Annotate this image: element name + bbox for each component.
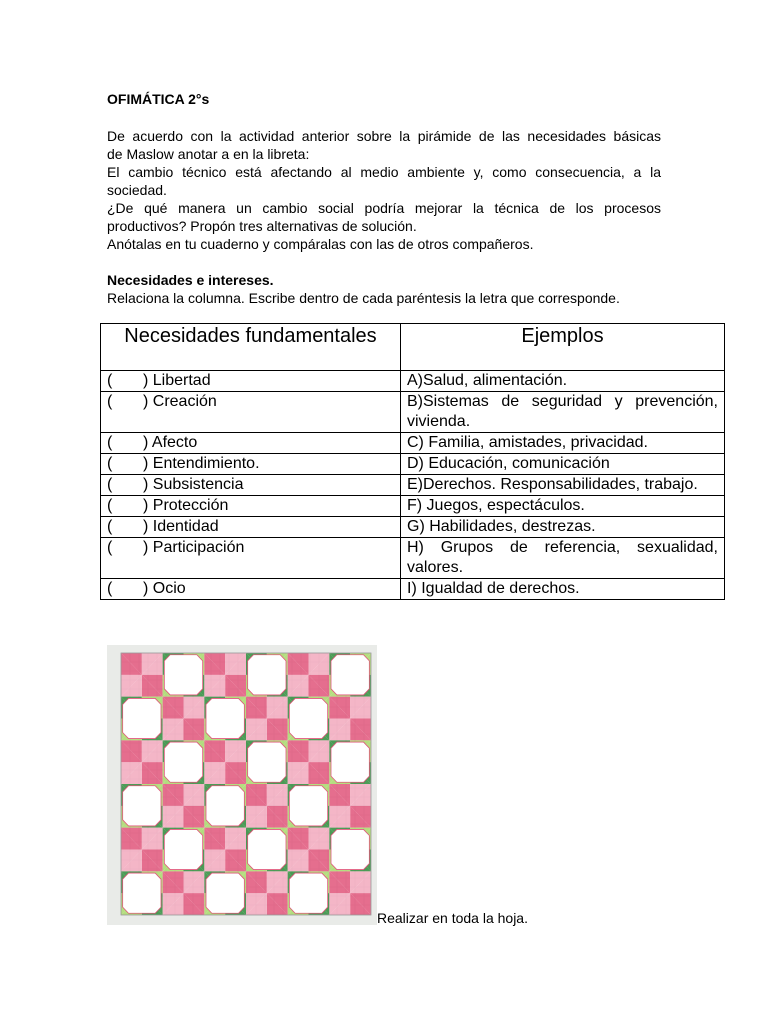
table-row — [101, 538, 725, 579]
example-cell: I) Igualdad de derechos. — [401, 579, 725, 600]
answer-blank: ( — [107, 497, 113, 514]
answer-blank: ( — [107, 455, 113, 472]
table-row — [101, 475, 725, 496]
answer-blank: ( — [107, 372, 113, 389]
column-header-examples: Ejemplos — [401, 324, 725, 371]
table-header-row — [101, 324, 725, 371]
example-cell: B)Sistemas de seguridad y prevención, vivienda. — [401, 392, 725, 433]
section-heading: Necesidades e intereses. — [107, 272, 274, 288]
intro-line: productivos? Propón tres alternativas de solución. — [107, 218, 417, 234]
column-header-needs: Necesidades fundamentales — [101, 324, 401, 371]
need-cell — [101, 517, 401, 538]
need-label: ) Libertad — [143, 372, 211, 389]
intro-line: sociedad. — [107, 182, 167, 198]
need-cell — [101, 433, 401, 454]
intro-line: Anótalas en tu cuaderno y compáralas con las de otros compañeros. — [107, 236, 534, 252]
need-cell — [101, 538, 401, 579]
table-row — [101, 496, 725, 517]
need-label: ) Ocio — [143, 580, 186, 597]
section-instruction: Relaciona la columna. Escribe dentro de cada paréntesis la letra que corresponde. — [107, 290, 620, 306]
need-cell — [101, 454, 401, 475]
page-title: OFIMÁTICA 2°s — [107, 91, 210, 107]
intro-paragraph — [107, 127, 661, 253]
section — [107, 271, 661, 307]
image-caption: Realizar en toda la hoja. — [377, 910, 528, 926]
document-body — [107, 90, 661, 307]
table-row — [101, 454, 725, 475]
need-cell — [101, 579, 401, 600]
example-cell: E)Derechos. Responsabilidades, trabajo. — [401, 475, 725, 496]
need-cell — [101, 496, 401, 517]
example-cell: A)Salud, alimentación. — [401, 371, 725, 392]
need-label: ) Participación — [143, 539, 245, 556]
need-cell — [101, 475, 401, 496]
need-label: ) Creación — [143, 393, 217, 410]
example-cell: C) Familia, amistades, privacidad. — [401, 433, 725, 454]
example-cell: F) Juegos, espectáculos. — [401, 496, 725, 517]
answer-blank: ( — [107, 476, 113, 493]
tessellation-image — [107, 645, 377, 925]
table-row — [101, 433, 725, 454]
need-cell — [101, 392, 401, 433]
answer-blank: ( — [107, 434, 113, 451]
need-cell — [101, 371, 401, 392]
need-label: ) Protección — [143, 497, 229, 514]
example-cell: D) Educación, comunicación — [401, 454, 725, 475]
table-row — [101, 579, 725, 600]
answer-blank: ( — [107, 393, 113, 410]
table-row — [101, 371, 725, 392]
example-cell: G) Habilidades, destrezas. — [401, 517, 725, 538]
intro-line: El cambio técnico está afectando al medio ambiente y, como consecuencia, a la — [107, 164, 661, 180]
need-label: ) Subsistencia — [143, 476, 244, 493]
example-cell: H) Grupos de referencia, sexualidad, valores. — [401, 538, 725, 579]
answer-blank: ( — [107, 518, 113, 535]
intro-line: de Maslow anotar a en la libreta: — [107, 146, 310, 162]
table-row — [101, 517, 725, 538]
answer-blank: ( — [107, 580, 113, 597]
need-label: ) Identidad — [143, 518, 219, 535]
intro-line: De acuerdo con la actividad anterior sobre la pirámide de las necesidades básicas — [107, 128, 661, 144]
intro-line: ¿De qué manera un cambio social podría mejorar la técnica de los procesos — [107, 200, 661, 216]
tessellation-drawing — [107, 645, 377, 925]
table-row — [101, 392, 725, 433]
answer-blank: ( — [107, 539, 113, 556]
need-label: ) Entendimiento. — [143, 455, 260, 472]
matching-table — [100, 323, 725, 600]
need-label: ) Afecto — [143, 434, 198, 451]
